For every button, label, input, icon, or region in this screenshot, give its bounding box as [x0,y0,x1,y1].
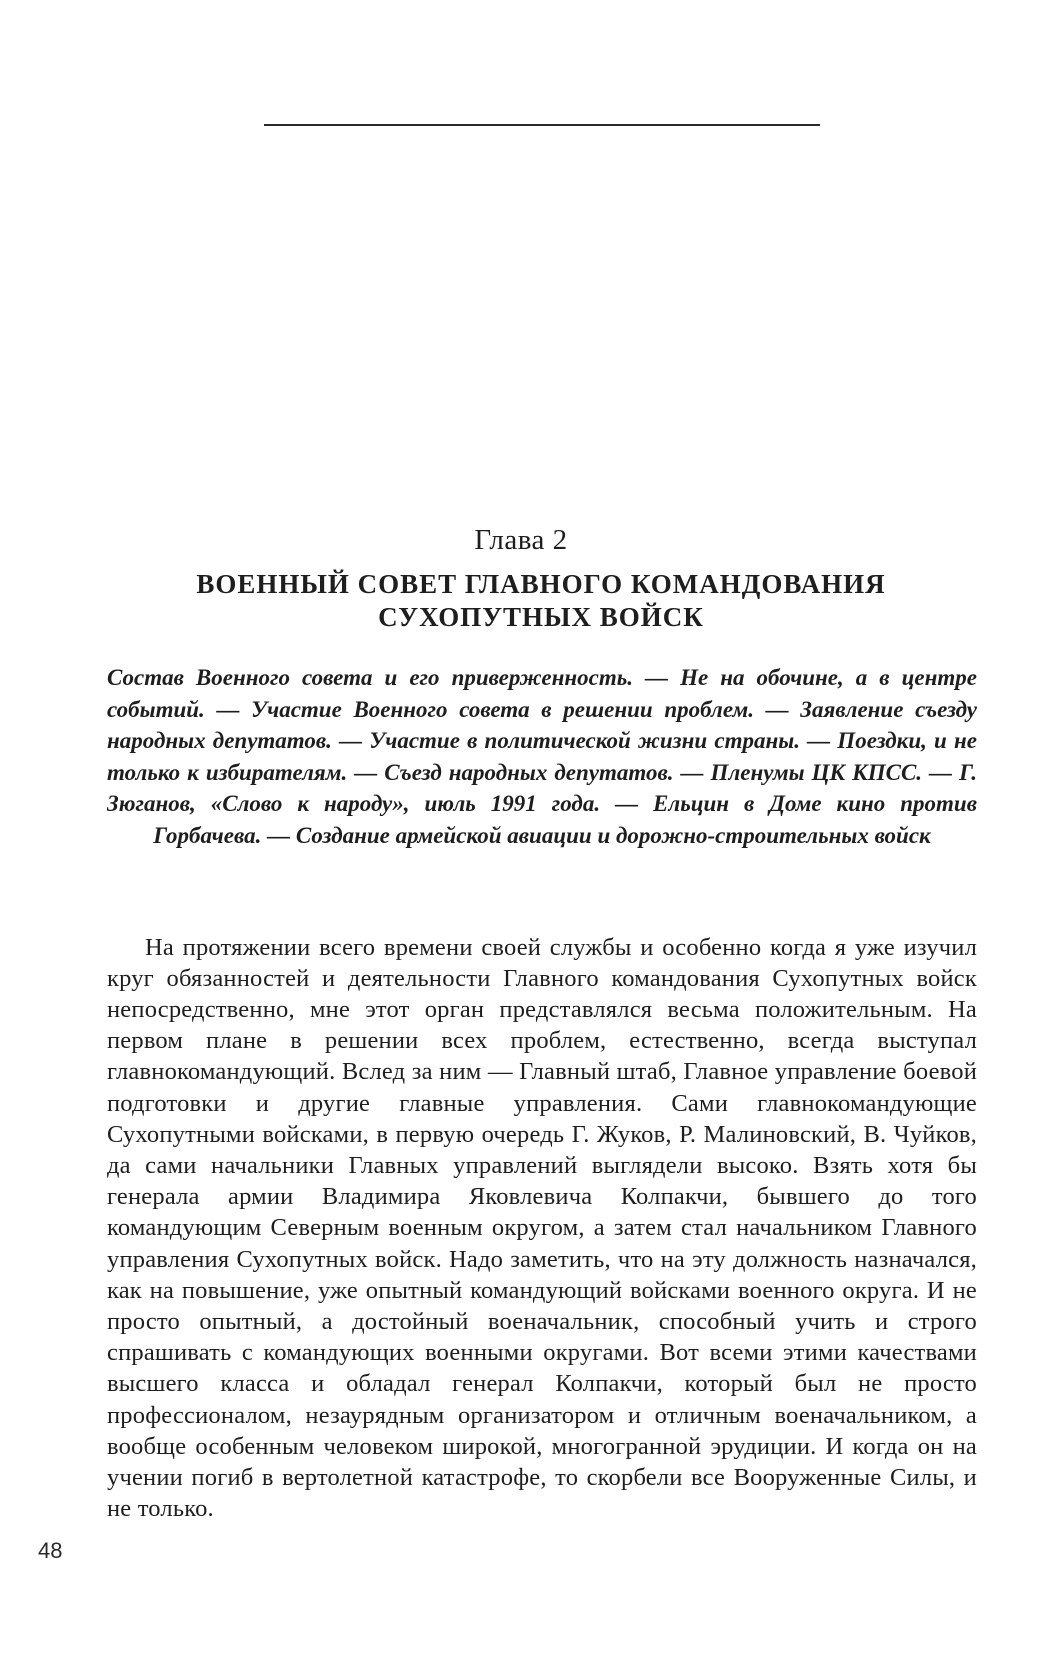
header-rule [264,124,820,126]
chapter-number: Глава 2 [474,524,568,556]
page-number: 48 [38,1538,63,1563]
chapter-title [110,568,972,634]
chapter-summary: Состав Военного совета и его приверженность. — Не на обочине, а в центре событий. — Участие Военного совета в решении проблем. — Заявление съезду народных депутатов. — Участие в политической жизни страны. — Поездки, и не только к избирателям. — Съезд народных депутатов. — Пленумы ЦК КПСС. — Г. Зюганов, «Слово к народу», июль 1991 года. — Ельцин в Доме кино против Горбачева. — Создание армейской авиации и дорожно-строительных войск [107,665,977,848]
chapter-title-line-1: ВОЕННЫЙ СОВЕТ ГЛАВНОГО КОМАНДОВАНИЯ [196,569,886,599]
body-paragraph: На протяжении всего времени своей службы и особенно когда я уже изучил круг обязанностей и деятельности Главного командования Сухопутных войск непосредственно, мне этот орган представлялся весьма положительным. На первом плане в решении всех проблем, естественно, всегда выступал главнокомандующий. Вслед за ним — Главный штаб, Главное управление боевой подготовки и другие главные управления. Сами главнокомандующие Сухопутными войсками, в первую очередь Г. Жуков, Р. Малиновский, В. Чуйков, да сами начальники Главных управлений выглядели высоко. Взять хотя бы генерала армии Владимира Яковлевича Колпакчи, бывшего до того командующим Северным военным округом, а затем стал начальником Главного управления Сухопутных войск. Надо заметить, что на эту должность назначался, как на повышение, уже опытный командующий войсками военного округа. И не просто опытный, а достойный военачальник, способный учить и строго спрашивать с командующих военными округами. Вот всеми этими качествами высшего класса и обладал генерал Колпакчи, который был не просто профессионалом, незаурядным организатором и отличным военачальником, а вообще особенным человеком широкой, многогранной эрудиции. И когда он на учении погиб в вертолетной катастрофе, то скорбели все Вооруженные Силы, и не только. [107,933,977,1523]
chapter-title-line-2: СУХОПУТНЫХ ВОЙСК [378,602,704,632]
